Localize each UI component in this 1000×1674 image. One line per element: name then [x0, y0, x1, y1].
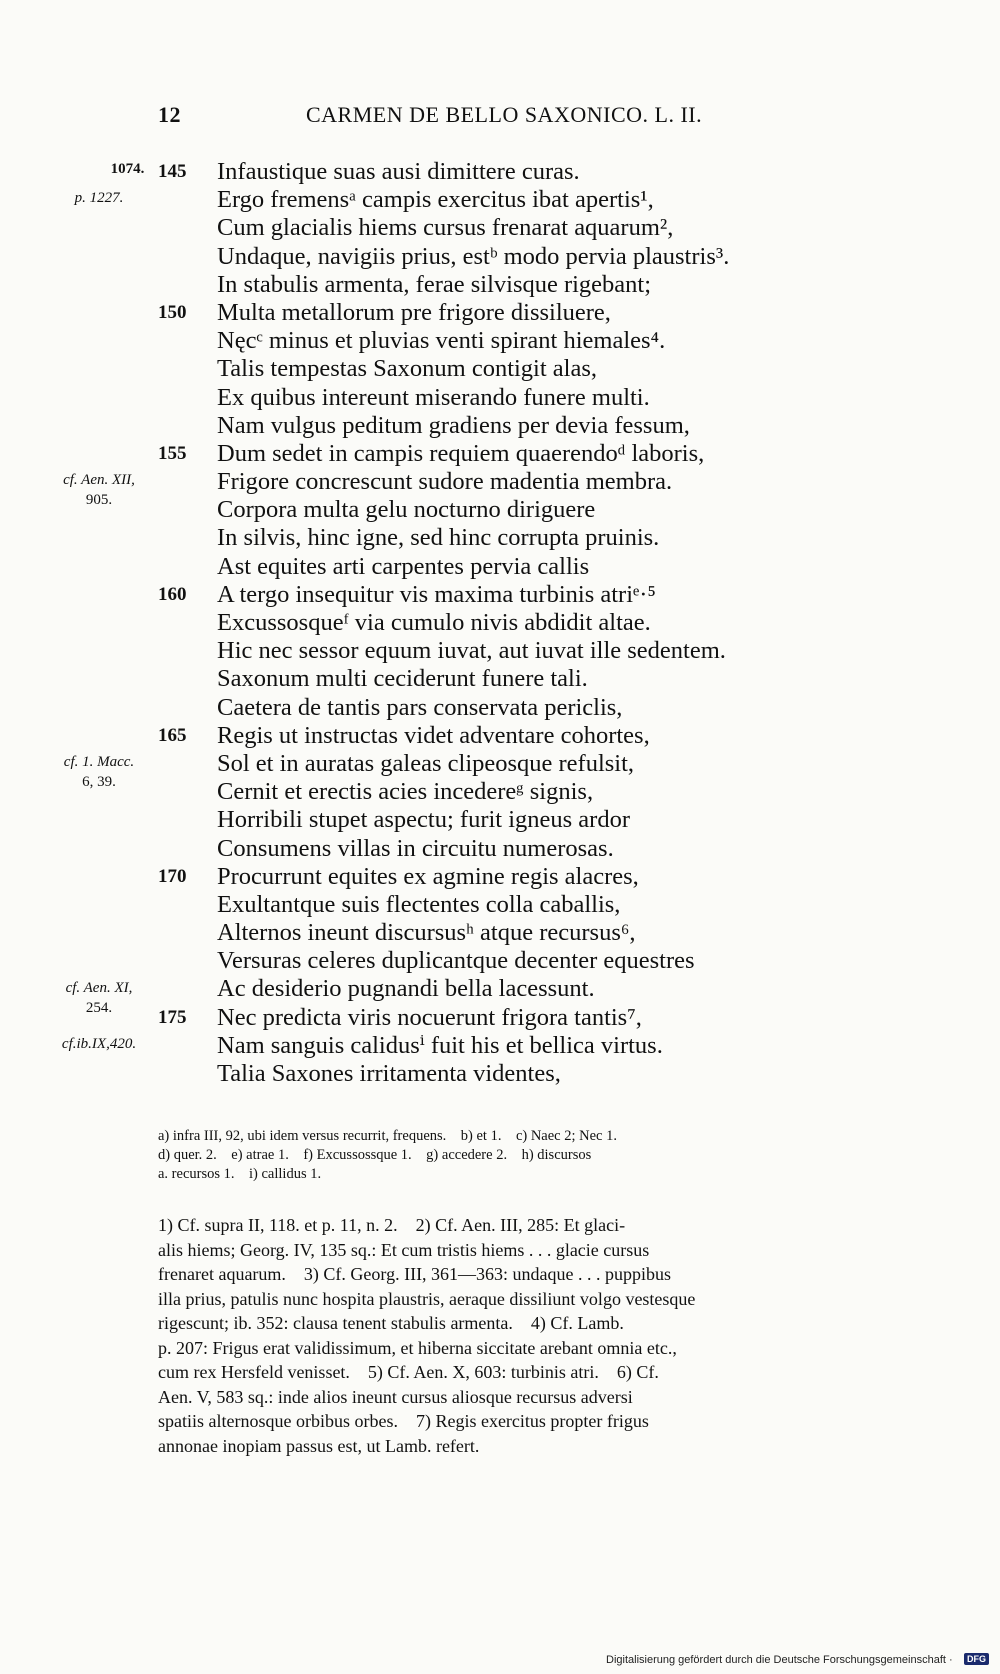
margin-reference: 1074. — [110, 161, 145, 177]
verse-line — [0, 243, 1000, 271]
verse-text: Cum glacialis hiems cursus frenarat aquarum², — [217, 214, 674, 242]
line-number: 175 — [158, 1006, 187, 1028]
verse-line — [0, 384, 1000, 412]
verse-line — [0, 553, 1000, 581]
verse-text: Nam vulgus peditum gradiens per devia fessum, — [217, 411, 690, 439]
verse-line — [0, 299, 1000, 327]
verse-line — [0, 694, 1000, 722]
verse-line — [0, 214, 1000, 242]
line-number: 145 — [158, 161, 187, 182]
apparatus-line: a) infra III, 92, ubi idem versus recurrit, frequens. b) et 1. c) Naec 2; Nec 1. — [158, 1128, 617, 1144]
commentary-line: illa prius, patulis nunc hospita plaustris, aeraque dissiliunt volgo vestesque — [158, 1288, 696, 1309]
commentary-line: p. 207: Frigus erat validissimum, et hiberna siccitate arebant omnia etc., — [158, 1337, 677, 1358]
line-number: 160 — [158, 583, 187, 605]
verse-text: Talia Saxones irritamenta videntes, — [217, 1060, 561, 1087]
verse-text: Ac desiderio pugnandi bella lacessunt. — [217, 975, 595, 1003]
verse-line — [0, 806, 1000, 834]
margin-reference: cf. 1. Macc. — [63, 754, 135, 771]
commentary-line: annonae inopiam passus est, ut Lamb. refert. — [158, 1435, 480, 1456]
verse-line — [0, 947, 1000, 975]
verse-line — [0, 891, 1000, 919]
line-number: 155 — [158, 442, 187, 464]
verse-text: Saxonum multi ceciderunt funere tali. — [217, 665, 588, 693]
verse-text: Consumens villas in circuitu numerosas. — [217, 834, 614, 862]
commentary-line: rigescunt; ib. 352: clausa tenent stabulis armenta. 4) Cf. Lamb. — [158, 1313, 624, 1333]
digitization-credit: Digitalisierung gefördert durch die Deutsche Forschungsgemeinschaft · — [606, 1654, 953, 1666]
verse-text: Hic nec sessor equum iuvat, aut iuvat ille sedentem. — [217, 637, 726, 665]
verse-line — [0, 271, 1000, 299]
line-number: 165 — [158, 724, 187, 746]
verse-text: Regis ut instructas videt adventare cohortes, — [217, 721, 650, 749]
verse-text: In silvis, hinc igne, sed hinc corrupta pruinis. — [217, 524, 660, 552]
verse-text: Horribili stupet aspectu; furit igneus ardor — [217, 806, 630, 834]
verse-line — [0, 327, 1000, 355]
verse-text: Undaque, navigiis prius, estᵇ modo pervia plaustris³. — [217, 242, 730, 270]
verse-text: Sol et in auratas galeas clipeosque refulsit, — [217, 749, 635, 777]
verse-text: Alternos ineunt discursusʰ atque recursus⁶, — [217, 919, 636, 947]
commentary-line: cum rex Hersfeld venisset. 5) Cf. Aen. X, 603: turbinis atri. 6) Cf. — [158, 1362, 659, 1382]
verse-line — [0, 581, 1000, 609]
verse-text: A tergo insequitur vis maxima turbinis atriᵉ·⁵ — [217, 580, 656, 608]
verse-line — [0, 863, 1000, 891]
critical-apparatus — [158, 1127, 913, 1184]
margin-reference: cf. Aen. XI, — [65, 979, 133, 996]
margin-reference: cf.ib.IX,420. — [61, 1036, 137, 1053]
verse-text: Excussosqueᶠ via cumulo nivis abdidit altae. — [217, 609, 651, 636]
verse-text: Infaustique suas ausi dimittere curas. — [217, 158, 580, 185]
line-number: 170 — [158, 865, 187, 887]
verse-text: Versuras celeres duplicantque decenter equestres — [217, 947, 695, 975]
margin-reference: 254. — [85, 1000, 113, 1016]
verse-line — [0, 835, 1000, 863]
verse-text: Frigore concrescunt sudore madentia membra. — [217, 468, 673, 496]
verse-text: Dum sedet in campis requiem quaerendoᵈ laboris, — [217, 439, 705, 467]
margin-reference: 6, 39. — [82, 774, 116, 791]
verse-text: Corpora multa gelu nocturno diriguere — [217, 496, 596, 524]
verse-line — [0, 637, 1000, 665]
verse-text: Ergo fremensᵃ campis exercitus ibat apertis¹, — [217, 186, 654, 214]
verse-text: Ex quibus intereunt miserando funere multi. — [217, 383, 650, 411]
verse-line — [0, 158, 1000, 186]
commentary-line: frenaret aquarum. 3) Cf. Georg. III, 361—363: undaque . . . puppibus — [158, 1264, 672, 1284]
apparatus-line: a. recursos 1. i) callidus 1. — [158, 1166, 322, 1182]
line-number: 150 — [158, 301, 187, 323]
verse-text: In stabulis armenta, ferae silvisque rigebant; — [217, 270, 652, 298]
verse-text: Cernit et erectis acies incedereᵍ signis, — [217, 778, 594, 806]
commentary-line: spatiis alternosque orbibus orbes. 7) Regis exercitus propter frigus — [158, 1411, 649, 1431]
verse-text: Multa metallorum pre frigore dissiluere, — [217, 298, 611, 326]
verse-block — [0, 158, 1000, 1088]
apparatus-line: d) quer. 2. e) atrae 1. f) Excussossque 1. g) accedere 2. h) discursos — [158, 1147, 592, 1163]
page-header — [158, 102, 778, 136]
verse-line — [0, 355, 1000, 383]
verse-line — [0, 722, 1000, 750]
verse-text: Nęcᶜ minus et pluvias venti spirant hiemales⁴. — [217, 327, 666, 355]
verse-text: Talis tempestas Saxonum contigit alas, — [217, 355, 598, 383]
verse-line — [0, 412, 1000, 440]
commentary-line: 1) Cf. supra II, 118. et p. 11, n. 2. 2) Cf. Aen. III, 285: Et glaci- — [158, 1215, 626, 1235]
commentary-line: Aen. V, 583 sq.: inde alios ineunt cursus aliosque recursus adversi — [158, 1386, 633, 1407]
verse-text: Caetera de tantis pars conservata periclis, — [217, 693, 623, 721]
dfg-logo: DFG — [964, 1653, 989, 1665]
verse-text: Nec predicta viris nocuerunt frigora tantis⁷, — [217, 1003, 642, 1031]
verse-line — [0, 665, 1000, 693]
verse-line — [0, 609, 1000, 637]
verse-line — [0, 919, 1000, 947]
commentary-line: alis hiems; Georg. IV, 135 sq.: Et cum tristis hiems . . . glacie cursus — [158, 1239, 650, 1260]
margin-reference: p. 1227. — [74, 190, 124, 207]
verse-text: Exultantque suis flectentes colla caballis, — [217, 890, 621, 918]
verse-line — [0, 1060, 1000, 1088]
verse-text: Procurrunt equites ex agmine regis alacres, — [217, 862, 639, 890]
verse-line — [0, 440, 1000, 468]
verse-text: Ast equites arti carpentes pervia callis — [217, 552, 590, 580]
margin-reference: cf. Aen. XII, — [63, 472, 135, 489]
page-number: 12 — [158, 102, 181, 127]
verse-text: Nam sanguis calidusⁱ fuit his et bellica virtus. — [217, 1031, 663, 1059]
verse-line — [0, 524, 1000, 552]
running-title: CARMEN DE BELLO SAXONICO. L. II. — [306, 102, 703, 127]
margin-reference: 905. — [85, 492, 113, 509]
commentary-notes — [158, 1213, 913, 1458]
